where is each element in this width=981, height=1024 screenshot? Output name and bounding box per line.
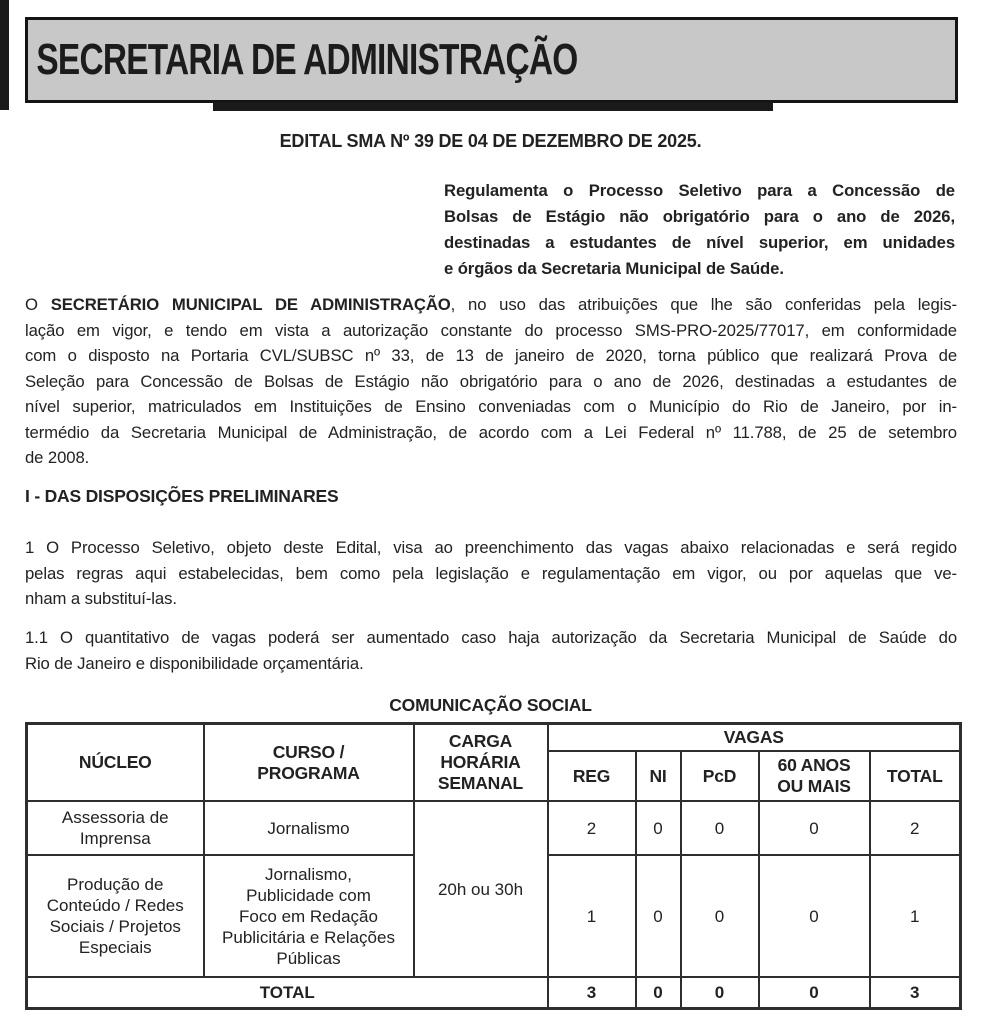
cell-curso: Jornalismo, Publicidade com Foco em Redação Publicitária e Relações Públicas xyxy=(204,855,414,977)
cell-total-total: 3 xyxy=(870,977,961,1008)
page-edge-mark xyxy=(0,0,9,110)
cell-pcd: 0 xyxy=(681,801,759,855)
cell-total-label: TOTAL xyxy=(27,977,548,1008)
col-header-total: TOTAL xyxy=(870,751,961,801)
col-header-nucleo: NÚCLEO xyxy=(27,724,204,802)
col-header-reg: REG xyxy=(548,751,636,801)
col-header-carga: CARGA HORÁRIA SEMANAL xyxy=(414,724,548,802)
cell-curso: Jornalismo xyxy=(204,801,414,855)
cell-total-60-anos: 0 xyxy=(759,977,870,1008)
cell-total: 1 xyxy=(870,855,961,977)
cell-carga-horaria: 20h ou 30h xyxy=(414,801,548,977)
cell-total-reg: 3 xyxy=(548,977,636,1008)
cell-total-ni: 0 xyxy=(636,977,681,1008)
section-heading: I - DAS DISPOSIÇÕES PRELIMINARES xyxy=(25,486,339,506)
cell-60-anos: 0 xyxy=(759,855,870,977)
paragraph-1-1: 1.1 O quantitativo de vagas poderá ser aumentado caso haja autorização da Secretaria Municipal de Saúde do Rio de Janeiro e disponibilidade orçamentária. xyxy=(25,628,957,673)
cell-reg: 2 xyxy=(548,801,636,855)
banner-title: SECRETARIA DE ADMINISTRAÇÃO xyxy=(36,35,578,84)
table-total-row xyxy=(27,977,961,1008)
vacancies-table xyxy=(25,722,962,1010)
cell-nucleo: Assessoria de Imprensa xyxy=(27,801,204,855)
cell-ni: 0 xyxy=(636,801,681,855)
paragraph-1: 1 O Processo Seletivo, objeto deste Edital, visa ao preenchimento das vagas abaixo relacionadas e será regido pelas regras aqui estabelecidas, bem como pela legislação e regulamentação em vigor, ou por aquelas que ve- nham a substituí-las. xyxy=(25,538,957,608)
section-banner xyxy=(25,17,958,103)
intro-paragraph: O SECRETÁRIO MUNICIPAL DE ADMINISTRAÇÃO, no uso das atribuições que lhe são conferidas pela legis- lação em vigor, e tendo em vista a autorização constante do processo SMS-PRO-2025/77017, em conformidade com o disposto na Portaria CVL/SUBSC nº 33, de 13 de janeiro de 2020, torna público que realizará Prova de Seleção para Concessão de Bolsas de Estágio não obrigatório para o ano de 2026, destinadas a estudantes de nível superior, matriculados em Instituições de Ensino conveniadas com o Município do Rio de Janeiro, por in- termédio da Secretaria Municipal de Administração, de acordo com a Lei Federal nº 11.788, de 25 de setembro de 2008. xyxy=(25,295,957,467)
col-header-60-anos: 60 ANOS OU MAIS xyxy=(759,751,870,801)
col-header-ni: NI xyxy=(636,751,681,801)
banner-shadow-bar xyxy=(213,102,773,111)
edital-title: EDITAL SMA Nº 39 DE 04 DE DEZEMBRO DE 2025. xyxy=(279,131,702,151)
table-title: COMUNICAÇÃO SOCIAL xyxy=(389,695,592,715)
cell-ni: 0 xyxy=(636,855,681,977)
table-row-assessoria xyxy=(27,801,961,855)
cell-total: 2 xyxy=(870,801,961,855)
col-header-pcd: PcD xyxy=(681,751,759,801)
cell-pcd: 0 xyxy=(681,855,759,977)
col-header-vagas: VAGAS xyxy=(548,724,961,752)
cell-60-anos: 0 xyxy=(759,801,870,855)
cell-reg: 1 xyxy=(548,855,636,977)
edital-summary: Regulamenta o Processo Seletivo para a Concessão de Bolsas de Estágio não obrigatório para o ano de 2026, destinadas a estudantes de nível superior, em unidades e órgãos da Secretaria Municipal de Saúde. xyxy=(444,181,955,278)
cell-nucleo: Produção de Conteúdo / Redes Sociais / Projetos Especiais xyxy=(27,855,204,977)
col-header-curso: CURSO / PROGRAMA xyxy=(204,724,414,802)
cell-total-pcd: 0 xyxy=(681,977,759,1008)
